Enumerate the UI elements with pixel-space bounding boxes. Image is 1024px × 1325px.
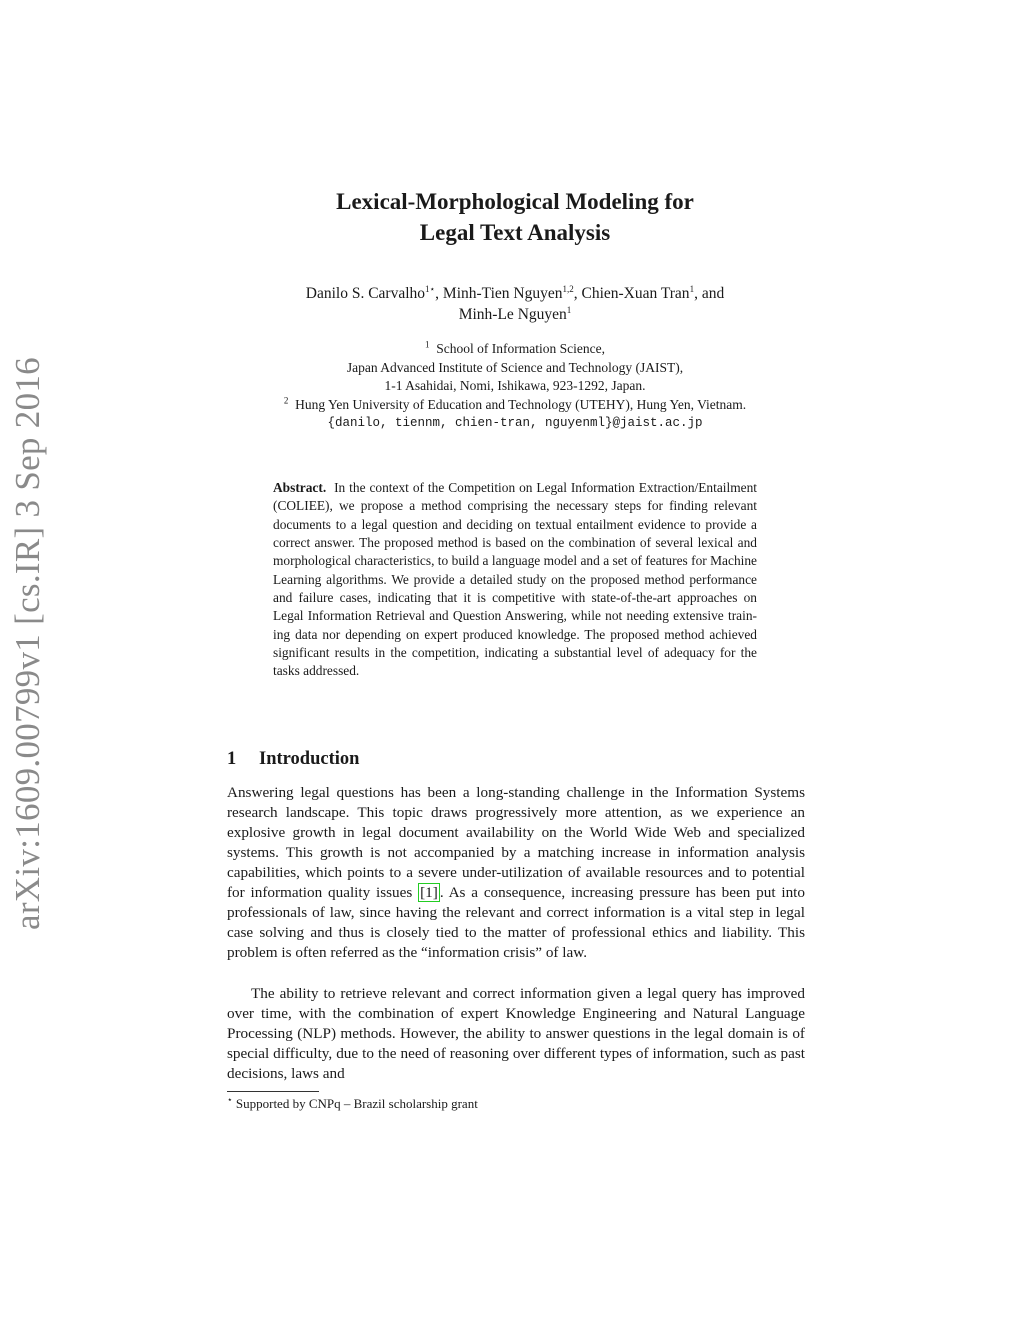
abstract bbox=[273, 479, 757, 681]
footnote bbox=[227, 1096, 478, 1112]
affiliation-text: School of Information Science, bbox=[436, 341, 605, 356]
author-name: Minh-Tien Nguyen bbox=[442, 285, 563, 302]
author-list bbox=[230, 283, 800, 325]
author-name: Danilo S. Carvalho bbox=[305, 285, 426, 302]
affiliation-text: Hung Yen University of Education and Technology (UTEHY), Hung Yen, Vietnam. bbox=[295, 396, 747, 412]
author-affil-mark: 1 bbox=[566, 304, 572, 315]
affil-mark: 2 bbox=[283, 395, 289, 405]
author-emails: {danilo, tiennm, chien-tran, nguyenml}@jaist.ac.jp bbox=[327, 416, 703, 430]
paragraph-text: . As a consequence, increasing pressure has been put into professionals of law, since having the relevant and correct information is a vital step in legal case solving and thus is closely tied to the matter of professional ethics and liability. This problem is often referred as the “information crisis” of law. bbox=[227, 884, 805, 961]
citation-link[interactable]: [1] bbox=[420, 884, 438, 901]
affiliation-line: Japan Advanced Institute of Science and Technology (JAIST), bbox=[346, 359, 684, 375]
affiliation-line bbox=[220, 340, 810, 359]
affil-mark: 1 bbox=[425, 339, 430, 350]
footnote-text: Supported by CNPq – Brazil scholarship grant bbox=[235, 1096, 478, 1111]
author-conjunction: , and bbox=[694, 285, 725, 302]
footnote-rule bbox=[227, 1091, 319, 1092]
section-heading bbox=[227, 749, 359, 770]
body-paragraph-2: The ability to retrieve relevant and correct information given a legal query has improved over time, with the combination of expert Knowledge Engineering and Natural Language Processing (NLP) methods. However, the ability to answer questions in the legal domain is of special difficulty, due to the need of reasoning over different types of information, such as past decisions, laws and bbox=[227, 985, 805, 1082]
author-affil-mark: 1⋆ bbox=[425, 283, 436, 294]
affiliation-line: 1-1 Asahidai, Nomi, Ishikawa, 923-1292, Japan. bbox=[384, 378, 646, 393]
author-line-1: Danilo S. Carvalho$^{1⋆}$, Minh-Tien Nguyen$^{1,2}$, Chien-Xuan Tran$^1$, and bbox=[305, 283, 725, 302]
section-number: 1 bbox=[227, 749, 237, 769]
author-affil-mark: 1 bbox=[689, 283, 695, 294]
footnote-mark: ⋆ bbox=[227, 1094, 233, 1105]
section-title: Introduction bbox=[259, 749, 360, 769]
arxiv-stamp: arXiv:1609.00799v1 [cs.IR] 3 Sep 2016 bbox=[8, 357, 47, 930]
abstract-text: In the context of the Competition on Legal Information Extraction/Entailment (COLIEE), we propose a method comprising the necessary steps for finding relevant documents to a legal question and deciding on textual entailment evidence to provide a correct answer. The proposed method is based on the combination of several lexical and morphological characteristics, to build a language model and a set of features for Machine Learning algorithms. We provide a detailed study on the proposed method performance and failure cases, indicating that it is competitive with state-of-the-art approaches on Legal Information Retrieval and Question Answering, while not needing extensive training data nor depending on expert produced knowledge. The proposed method achieved significant results in the competition, indicating a substantial level of adequacy for the tasks addressed. bbox=[273, 480, 757, 679]
title-line-2: Legal Text Analysis bbox=[419, 220, 611, 245]
author-affil-mark: 1,2 bbox=[562, 283, 574, 294]
affiliations bbox=[220, 340, 810, 433]
paper-title bbox=[230, 186, 800, 248]
body-paragraph-1 bbox=[227, 783, 805, 963]
paragraph-text: Answering legal questions has been a long-standing challenge in the Information Systems research landscape. This topic draws progressively more attention, as we experience an explosive growth in legal document availability on the World Wide Web and specialized systems. This growth is not accompanied by a matching increase in information analysis capabilities, which points to a severe under-utilization of available resources and to potential for information quality issues bbox=[227, 784, 805, 901]
abstract-label: Abstract. bbox=[273, 480, 327, 495]
author-line-2 bbox=[230, 304, 800, 325]
affiliation-line bbox=[220, 396, 810, 415]
author-name: Minh-Le Nguyen bbox=[458, 306, 567, 323]
title-line-1: Lexical-Morphological Modeling for bbox=[336, 189, 694, 214]
author-name: Chien-Xuan Tran bbox=[581, 285, 690, 302]
